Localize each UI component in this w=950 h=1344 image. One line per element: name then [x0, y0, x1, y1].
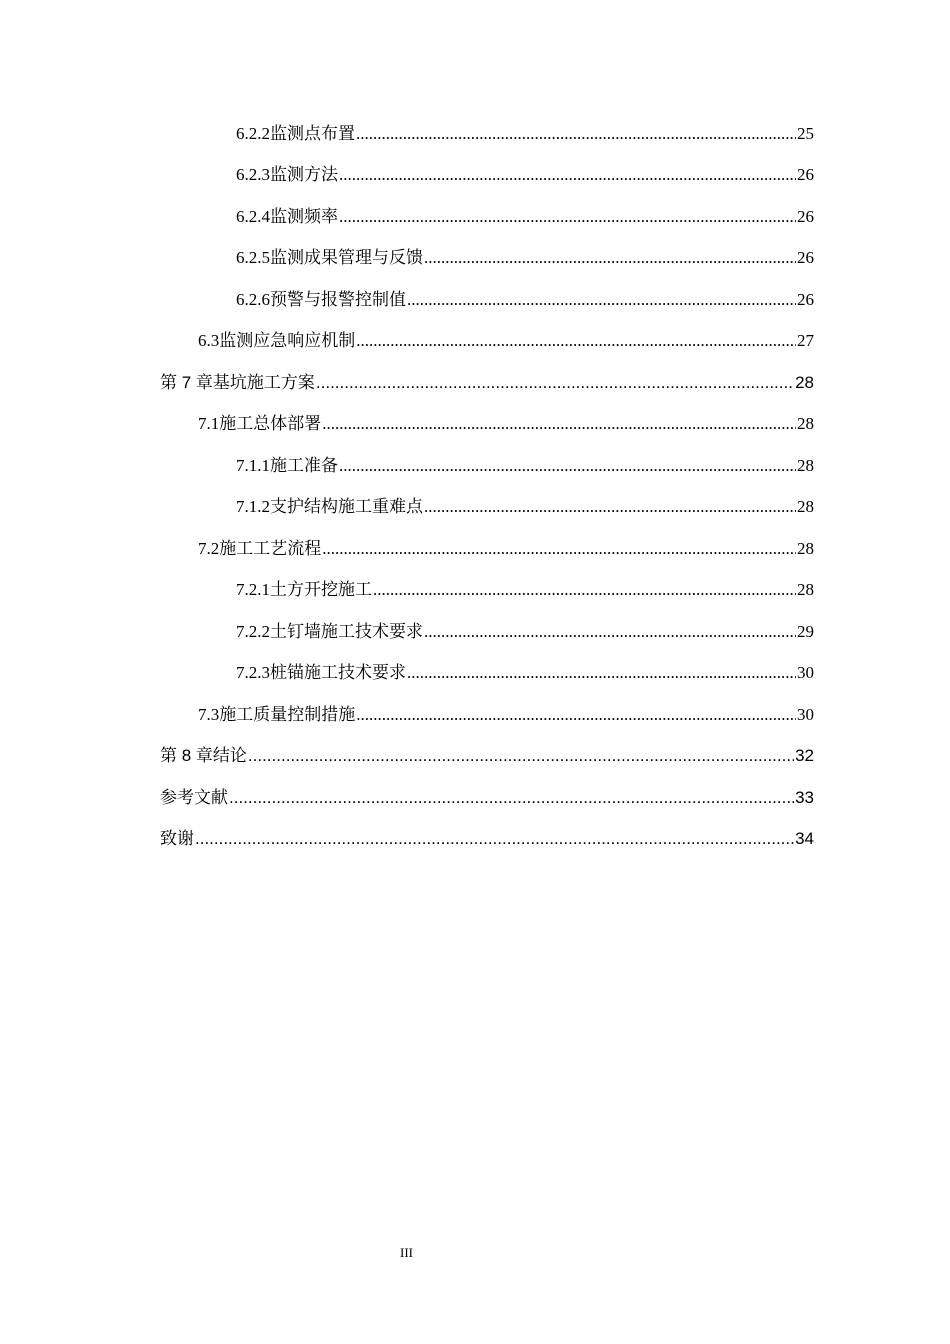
toc-title: 致谢 [160, 829, 194, 848]
toc-page-number: 28 [795, 373, 814, 392]
toc-entry[interactable] [0, 696, 950, 726]
toc-leader-dots [424, 247, 796, 269]
toc-leader-dots [424, 621, 796, 643]
toc-entry-acknowledgements[interactable] [0, 820, 950, 850]
toc-page-number: 26 [797, 248, 814, 267]
toc-page-number: 34 [795, 829, 814, 848]
toc-entry[interactable] [0, 322, 950, 352]
toc-entry[interactable] [0, 613, 950, 643]
footer-page-number: III [400, 1245, 413, 1260]
toc-leader-dots [356, 123, 796, 145]
toc-page-number: 28 [797, 580, 814, 599]
toc-number: 7.3 [198, 705, 220, 724]
toc-leader-dots [356, 704, 796, 726]
toc-page-number: 25 [797, 124, 814, 143]
toc-number: 6.3 [198, 331, 220, 350]
toc-title: 参考文献 [160, 788, 228, 807]
toc-leader-dots [339, 164, 796, 186]
toc-page-number: 26 [797, 207, 814, 226]
toc-leader-dots [407, 289, 796, 311]
toc-page-number: 26 [797, 165, 814, 184]
toc-number: 7.2.2 [236, 622, 270, 641]
toc-title: 预警与报警控制值 [270, 290, 406, 309]
toc-title: 监测方法 [270, 165, 338, 184]
toc-page-number: 28 [797, 456, 814, 475]
toc-leader-dots [356, 330, 796, 352]
toc-number: 6.2.5 [236, 248, 270, 267]
toc-entry[interactable] [0, 405, 950, 435]
toc-page-number: 27 [797, 331, 814, 350]
toc-page-number: 30 [797, 663, 814, 682]
toc-title: 土钉墙施工技术要求 [270, 622, 423, 641]
toc-number: 7.2.3 [236, 663, 270, 682]
toc-title: 结论 [212, 746, 247, 765]
toc-number: 6.2.3 [236, 165, 270, 184]
toc-entry[interactable] [0, 156, 950, 186]
toc-title: 施工工艺流程 [219, 539, 322, 558]
toc-number: 6.2.6 [236, 290, 270, 309]
toc-page-number: 26 [797, 290, 814, 309]
toc-entry[interactable] [0, 530, 950, 560]
toc-number: 7.1 [198, 414, 220, 433]
toc-number: 6.2.4 [236, 207, 270, 226]
toc-entry[interactable] [0, 115, 950, 145]
toc-page-number: 33 [795, 788, 814, 807]
toc-number: 6.2.2 [236, 124, 270, 143]
toc-entry[interactable] [0, 447, 950, 477]
toc-title: 施工准备 [270, 456, 338, 475]
toc-number: 第 7 章 [160, 373, 213, 392]
toc-number: 第 8 章 [160, 746, 213, 765]
toc-page-number: 32 [795, 746, 814, 765]
toc-leader-dots [424, 496, 796, 518]
toc-leader-dots [373, 579, 796, 601]
toc-leader-dots [248, 745, 794, 767]
toc-entry-chapter[interactable] [0, 364, 950, 394]
toc-title: 桩锚施工技术要求 [270, 663, 406, 682]
toc-page-number: 29 [797, 622, 814, 641]
toc-entry[interactable] [0, 571, 950, 601]
toc-entry[interactable] [0, 488, 950, 518]
toc-leader-dots [322, 538, 796, 560]
toc-entry[interactable] [0, 198, 950, 228]
toc-title: 施工总体部署 [219, 414, 322, 433]
toc-page-number: 28 [797, 539, 814, 558]
toc-title: 施工质量控制措施 [219, 705, 356, 724]
toc-entry-chapter[interactable] [0, 737, 950, 767]
toc-entry[interactable] [0, 654, 950, 684]
toc-title: 基坑施工方案 [212, 373, 315, 392]
toc-leader-dots [339, 206, 796, 228]
toc-page-number: 28 [797, 414, 814, 433]
toc-number: 7.1.2 [236, 497, 270, 516]
toc-title: 监测应急响应机制 [219, 331, 356, 350]
toc-title: 支护结构施工重难点 [270, 497, 423, 516]
toc-number: 7.1.1 [236, 456, 270, 475]
toc-page-number: 30 [797, 705, 814, 724]
toc-page-number: 28 [797, 497, 814, 516]
toc-title: 监测成果管理与反馈 [270, 248, 423, 267]
toc-entry[interactable] [0, 239, 950, 269]
toc-leader-dots [339, 455, 796, 477]
toc-number: 7.2.1 [236, 580, 270, 599]
toc-leader-dots [322, 413, 796, 435]
toc-title: 土方开挖施工 [270, 580, 372, 599]
toc-entry-references[interactable] [0, 779, 950, 809]
toc-number: 7.2 [198, 539, 220, 558]
toc-title: 监测点布置 [270, 124, 355, 143]
toc-leader-dots [316, 372, 794, 394]
toc-leader-dots [229, 787, 794, 809]
toc-title: 监测频率 [270, 207, 338, 226]
toc-leader-dots [407, 662, 796, 684]
toc-leader-dots [195, 828, 794, 850]
toc-entry[interactable] [0, 281, 950, 311]
